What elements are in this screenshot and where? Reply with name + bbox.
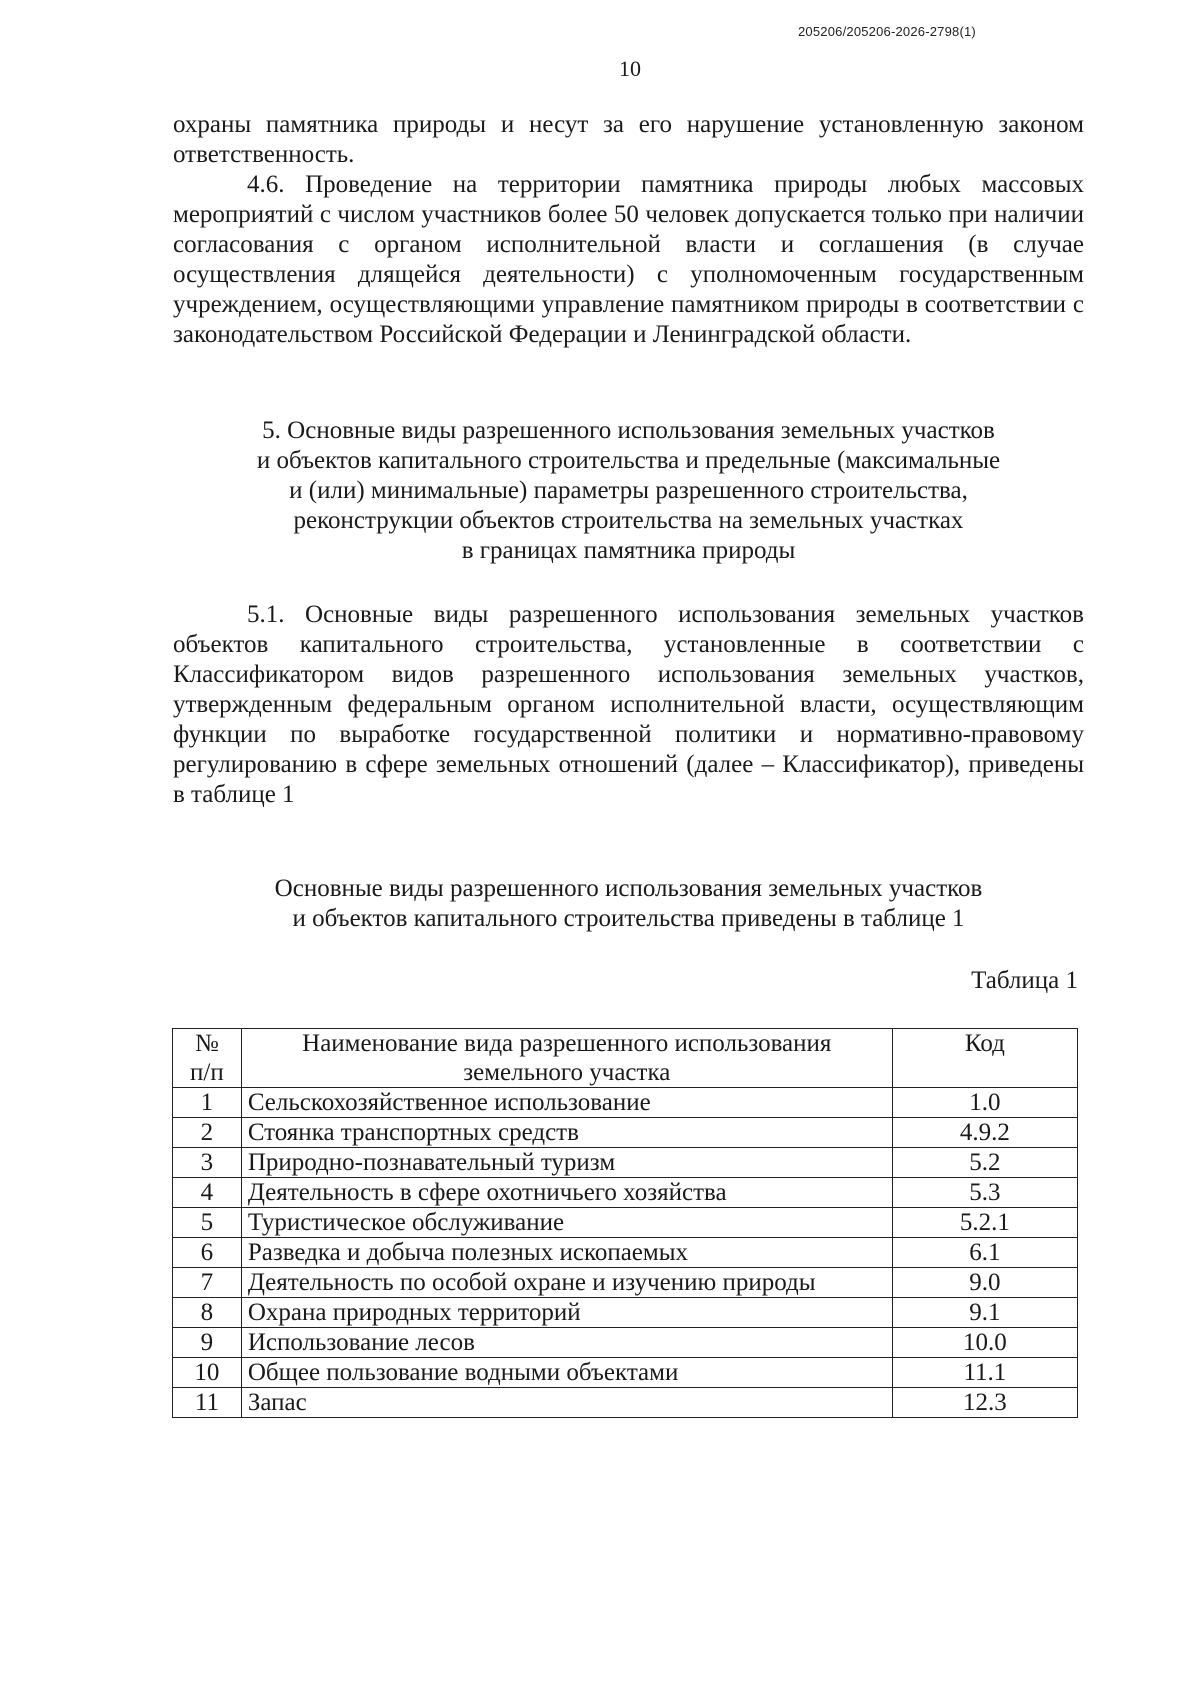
row-name: Общее пользование водными объектами [241,1358,892,1388]
row-number: 6 [173,1238,242,1268]
row-name: Природно-познавательный туризм [241,1148,892,1178]
row-number: 7 [173,1268,242,1298]
row-code: 6.1 [892,1238,1077,1268]
row-name: Разведка и добыча полезных ископаемых [241,1238,892,1268]
row-number: 9 [173,1328,242,1358]
row-name: Деятельность по особой охране и изучению природы [241,1268,892,1298]
section-heading-line: 5. Основные виды разрешенного использования земельных участков [262,417,995,444]
table-row [173,1358,1078,1388]
header-number-line: п/п [190,1059,224,1086]
paragraph-continuation: охраны памятника природы и несут за его нарушение установленную законом ответственность. [173,111,1084,168]
table-row [173,1148,1078,1178]
row-name: Сельскохозяйственное использование [241,1088,892,1118]
header-name-line: земельного участка [463,1059,671,1086]
row-name: Деятельность в сфере охотничьего хозяйства [241,1178,892,1208]
section-heading-line: и объектов капитального строительства и предельные (максимальные [256,447,1001,474]
table-caption-line: Основные виды разрешенного использования земельных участков [274,875,983,902]
header-number-line: № [194,1030,219,1057]
row-number: 8 [173,1298,242,1328]
row-name: Запас [241,1388,892,1418]
section-heading-line: реконструкции объектов строительства на земельных участках [293,507,964,534]
document-id: 205206/205206-2026-2798(1) [798,24,976,39]
row-number: 3 [173,1148,242,1178]
table-row [173,1088,1078,1118]
table-row [173,1388,1078,1418]
row-code: 5.2 [892,1148,1077,1178]
table-row [173,1118,1078,1148]
row-code: 12.3 [892,1388,1077,1418]
row-code: 9.1 [892,1298,1077,1328]
table-label: Таблица 1 [971,967,1078,994]
paragraph-5-1: 5.1. Основные виды разрешенного использования земельных участков объектов капитального строительства, установленные в соответствии с Классификатором видов разрешенного использования земельных участков, утвержденным федеральным органом исполнительной власти, осуществляющим функции по выработке государственной политики и нормативно-правовому регулированию в сфере земельных отношений (далее – Классификатор), приведены в таблице 1 [173,601,1084,808]
row-number: 10 [173,1358,242,1388]
row-number: 4 [173,1178,242,1208]
header-name-line: Наименование вида разрешенного использования [302,1030,832,1057]
section-heading-line: в границах памятника природы [461,537,796,564]
row-name: Охрана природных территорий [241,1298,892,1328]
section-heading [173,416,1084,566]
table-row [173,1298,1078,1328]
table-row [173,1178,1078,1208]
page-number: 10 [619,56,641,81]
table-caption [173,874,1084,934]
land-use-table [172,1028,1078,1418]
row-code: 5.3 [892,1178,1077,1208]
table-row [173,1328,1078,1358]
row-code: 4.9.2 [892,1118,1077,1148]
row-name: Стоянка транспортных средств [241,1118,892,1148]
row-code: 9.0 [892,1268,1077,1298]
row-number: 11 [173,1388,242,1418]
header-name [241,1029,892,1088]
table-row [173,1208,1078,1238]
header-number [173,1029,242,1088]
section-heading-line: и (или) минимальные) параметры разрешенного строительства, [289,477,968,504]
row-number: 5 [173,1208,242,1238]
row-number: 2 [173,1118,242,1148]
row-code: 1.0 [892,1088,1077,1118]
table-row [173,1238,1078,1268]
row-code: 10.0 [892,1328,1077,1358]
row-code: 11.1 [892,1358,1077,1388]
row-code: 5.2.1 [892,1208,1077,1238]
table-header-row [173,1029,1078,1088]
table-row [173,1268,1078,1298]
row-name: Туристическое обслуживание [241,1208,892,1238]
row-number: 1 [173,1088,242,1118]
paragraph-4-6: 4.6. Проведение на территории памятника природы любых массовых мероприятий с числом участников более 50 человек допускается только при наличии согласования с органом исполнительной власти и соглашения (в случае осуществления длящейся деятельности) с уполномоченным государственным учреждением, осуществляющими управление памятником природы в соответствии с законодательством Российской Федерации и Ленинградской области. [173,171,1084,348]
header-code: Код [892,1029,1077,1088]
row-name: Использование лесов [241,1328,892,1358]
table-caption-line: и объектов капитального строительства приведены в таблице 1 [292,905,965,932]
